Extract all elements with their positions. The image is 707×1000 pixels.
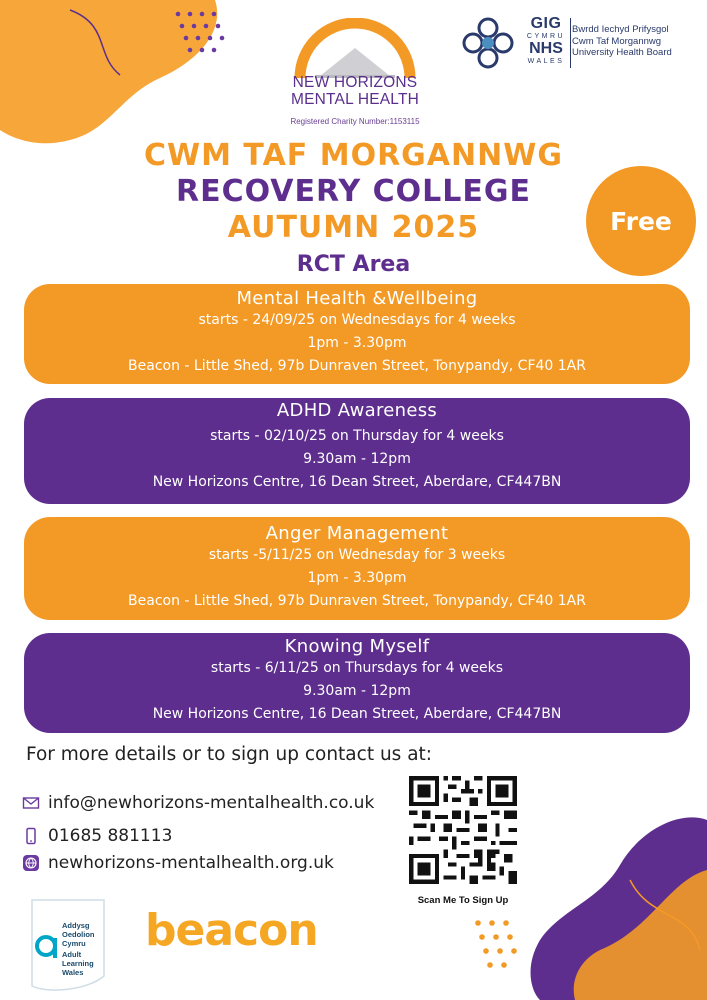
logo-divider — [570, 18, 571, 68]
email-link[interactable]: info@newhorizons-mentalhealth.co.uk — [48, 793, 375, 813]
course-title: ADHD Awareness — [276, 400, 438, 421]
wales-text: WALES — [527, 58, 565, 65]
nh-line2: MENTAL HEALTH — [290, 91, 420, 108]
course-dates: starts - 02/10/25 on Thursday for 4 weeks — [210, 428, 504, 444]
free-badge: Free — [586, 166, 696, 276]
beacon-logo: beacon — [145, 905, 318, 956]
celtic-knot-icon — [457, 12, 519, 74]
course-dates: starts - 24/09/25 on Wednesdays for 4 weeks — [198, 312, 516, 328]
title-line3: AUTUMN 2025 — [227, 210, 480, 245]
area-label: RCT Area — [296, 252, 411, 277]
bottom-orange-dots — [470, 915, 540, 985]
course-card — [24, 517, 690, 620]
course-title: Anger Management — [265, 523, 449, 544]
course-time: 9.30am - 12pm — [303, 451, 411, 467]
ao-line2: Oedolion — [62, 930, 95, 939]
top-purple-dots — [170, 8, 240, 63]
ao-line1: Addysg — [62, 921, 90, 930]
title-line2: RECOVERY COLLEGE — [175, 174, 531, 209]
course-location: New Horizons Centre, 16 Dean Street, Aberdare, CF447BN — [152, 474, 562, 490]
website-row[interactable] — [22, 853, 334, 873]
course-card — [24, 284, 690, 384]
health-board-line1: Bwrdd Iechyd Prifysgol — [572, 24, 669, 35]
email-row[interactable] — [22, 793, 374, 813]
course-location: Beacon - Little Shed, 97b Dunraven Street, Tonypandy, CF40 1AR — [128, 358, 586, 374]
ao-line6: Wales — [62, 968, 84, 977]
phone-row[interactable] — [22, 826, 172, 846]
cymru-text: CYMRU — [526, 33, 566, 40]
website-link[interactable]: newhorizons-mentalhealth.org.uk — [48, 853, 334, 873]
health-board-line2: Cwm Taf Morgannwg — [572, 35, 662, 47]
new-horizons-logo-text — [270, 74, 440, 108]
nhs-text: NHS — [529, 40, 563, 57]
contact-heading: For more details or to sign up contact us at: — [26, 744, 433, 765]
course-title: Knowing Myself — [284, 636, 430, 657]
course-location: Beacon - Little Shed, 97b Dunraven Street, Tonypandy, CF40 1AR — [128, 593, 586, 609]
title-line1: CWM TAF MORGANNWG — [144, 138, 563, 173]
gig-text: GIG — [530, 15, 562, 32]
course-time: 9.30am - 12pm — [303, 683, 411, 699]
new-horizons-logo-icon — [285, 18, 425, 128]
ao-line3: Cymru — [62, 939, 86, 948]
course-time: 1pm - 3.30pm — [307, 570, 407, 586]
qr-code-icon[interactable] — [409, 776, 517, 884]
gig-cymru-nhs-wales — [521, 16, 571, 66]
course-title: Mental Health &Wellbeing — [236, 288, 478, 309]
globe-icon — [22, 854, 40, 872]
email-icon — [22, 794, 40, 812]
charity-number: Registered Charity Number:1153115 — [290, 117, 420, 126]
nh-line1: NEW HORIZONS — [292, 74, 418, 91]
course-dates: starts - 6/11/25 on Thursdays for 4 weeks — [210, 660, 504, 676]
ao-line4: Adult — [62, 950, 82, 959]
course-time: 1pm - 3.30pm — [307, 335, 407, 351]
phone-link[interactable]: 01685 881113 — [48, 826, 173, 846]
adult-learning-wales-text — [62, 921, 95, 977]
course-card — [24, 398, 690, 504]
ao-line5: Learning — [62, 959, 94, 968]
scan-label: Scan Me To Sign Up — [417, 895, 509, 906]
course-card — [24, 633, 690, 733]
health-board-line3: University Health Board — [572, 47, 672, 58]
health-board-name — [572, 24, 707, 59]
course-location: New Horizons Centre, 16 Dean Street, Aberdare, CF447BN — [152, 706, 562, 722]
course-dates: starts -5/11/25 on Wednesday for 3 weeks — [208, 547, 506, 563]
phone-icon — [22, 827, 40, 845]
